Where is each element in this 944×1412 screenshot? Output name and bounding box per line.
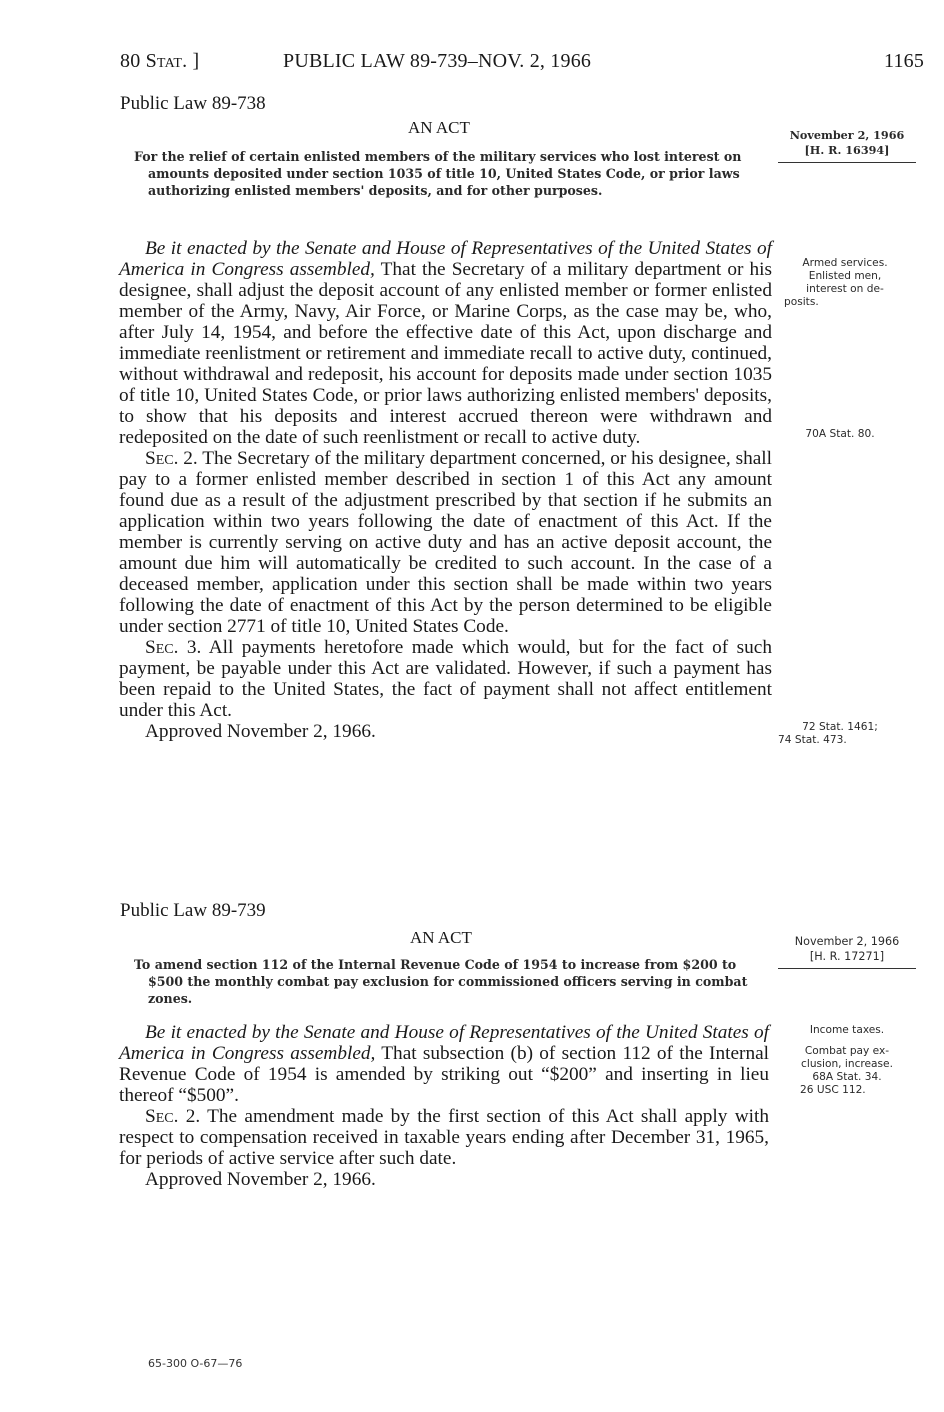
law-1-section-3-label: Sec. 3.	[145, 637, 202, 658]
law-2-approved: Approved November 2, 1966.	[145, 1169, 376, 1190]
law-1-margin-note-line: Armed services.	[802, 257, 888, 269]
law-2-date-rule	[778, 968, 916, 969]
law-1-margin-note-citation-1: 70A Stat. 80.	[805, 428, 875, 440]
law-2-act-heading: AN ACT	[410, 928, 472, 947]
law-1-date: November 2, 1966	[789, 128, 905, 142]
law-1-act-heading: AN ACT	[408, 118, 470, 137]
law-1-section-3	[119, 637, 772, 721]
law-2-margin-note-line: 68A Stat. 34.	[812, 1071, 882, 1083]
law-1-bill-number: [H. R. 16394]	[804, 143, 890, 157]
law-1-margin-note-citation-2	[778, 721, 902, 747]
printing-code: 65-300 O-67—76	[148, 1357, 243, 1370]
law-2-section-1-text: That subsection (b) of section 112 of the Internal Revenue Code of 1954 is amended by striking out “$200” and inserting in lieu thereof “$500”.	[119, 1043, 770, 1106]
law-1-purpose	[134, 148, 772, 199]
law-1-date-rule	[778, 162, 916, 163]
running-header-title: PUBLIC LAW 89-739–NOV. 2, 1966	[283, 50, 592, 72]
law-1-section-1	[119, 238, 772, 448]
law-2-section-2-label: Sec. 2.	[145, 1106, 201, 1127]
law-2-title: Public Law 89-739	[120, 900, 266, 921]
stat-bracket: ]	[192, 50, 200, 72]
law-2-margin-note-line: 26 USC 112.	[800, 1084, 866, 1096]
stat-label: Stat.	[145, 50, 188, 72]
law-2-margin-note-details	[778, 1045, 916, 1097]
law-1-body	[119, 238, 772, 742]
law-2-margin-note-line: Combat pay ex-	[804, 1045, 890, 1057]
law-2-margin-note-subject: Income taxes.	[809, 1024, 885, 1036]
law-2-section-2-text: The amendment made by the first section of this Act shall apply with respect to compensation received in taxable years ending after December 31, 1965, for periods of active service after such date.	[119, 1106, 769, 1169]
law-2-section-2	[119, 1106, 769, 1169]
law-2-purpose	[134, 956, 768, 1007]
law-1-margin-note-subject	[778, 257, 912, 309]
law-1-enacting-clause: Be it enacted by the Senate and House of Representatives of the United States of America in Congress assembled,	[119, 238, 772, 280]
law-1-section-2-text: The Secretary of the military department concerned, or his designee, shall pay to a former enlisted member described in section 1 of this Act any amount found due as a result of the adjustment prescribed by that section if he submits an application within two years following the date of enactment of this Act. If the member is currently serving on active duty and has an active deposit account, the amount due him will automatically be credited to such account. In the case of a deceased member, application under this section shall be made within two years following the date of enactment of this Act by the person determined to be eligible under section 2771 of title 10, United States Code.	[119, 448, 772, 637]
law-2-enacting-clause: Be it enacted by the Senate and House of Representatives of the United States of America in Congress assembled,	[119, 1022, 769, 1064]
stat-volume: 80	[120, 50, 141, 72]
law-1-date-box	[778, 128, 916, 163]
law-1-margin-note-line: 72 Stat. 1461;	[802, 721, 878, 733]
law-2-date: November 2, 1966	[794, 935, 900, 948]
law-1-margin-note-line: posits.	[784, 296, 819, 308]
law-1-section-1-text: That the Secretary of a military department or his designee, shall adjust the deposit account of any enlisted member or former enlisted member of the Army, Navy, Air Force, or Marine Corps, as the case may be, who, after July 14, 1954, and before the effective date of this Act, upon discharge and immediate reenlistment or retirement and immediate recall to active duty, continued, without withdrawal and redeposit, his account for deposits made under section 1035 of title 10, United States Code, or prior laws authorizing enlisted members' deposits, to show that his deposits and interest accrued thereon were withdrawn and redeposited on the date of such reenlistment or recall to active duty.	[119, 259, 772, 448]
law-2-body	[119, 1022, 769, 1190]
law-2-bill-number: [H. R. 17271]	[809, 950, 885, 963]
law-1-title: Public Law 89-738	[120, 93, 266, 114]
law-2-margin-note-line: clusion, increase.	[801, 1058, 893, 1070]
law-2-date-box	[778, 934, 916, 969]
law-1-approved: Approved November 2, 1966.	[145, 721, 376, 742]
law-2-purpose-text: To amend section 112 of the Internal Revenue Code of 1954 to increase from $200 to $500 the monthly combat pay exclusion for commissioned officers serving in combat zones.	[134, 957, 748, 1006]
running-header-citation	[120, 50, 199, 73]
law-1-section-3-text: All payments heretofore made which would, but for the fact of such payment, be payable under this Act are validated. However, if such a payment has been repaid to the United States, the fact of payment shall not affect entitlement under this Act.	[119, 637, 772, 721]
law-1-section-2	[119, 448, 772, 637]
page-number: 1165	[884, 50, 925, 72]
law-1-margin-note-line: Enlisted men,	[808, 270, 882, 282]
law-1-purpose-text: For the relief of certain enlisted members of the military services who lost interest on amounts deposited under section 1035 of title 10, United States Code, or prior laws authorizing enlisted members' deposits, and for other purposes.	[134, 149, 742, 198]
law-1-margin-note-line: 74 Stat. 473.	[778, 734, 847, 746]
law-2-section-1	[119, 1022, 769, 1106]
law-1-section-2-label: Sec. 2.	[145, 448, 198, 469]
law-1-margin-note-line: interest on de-	[806, 283, 884, 295]
